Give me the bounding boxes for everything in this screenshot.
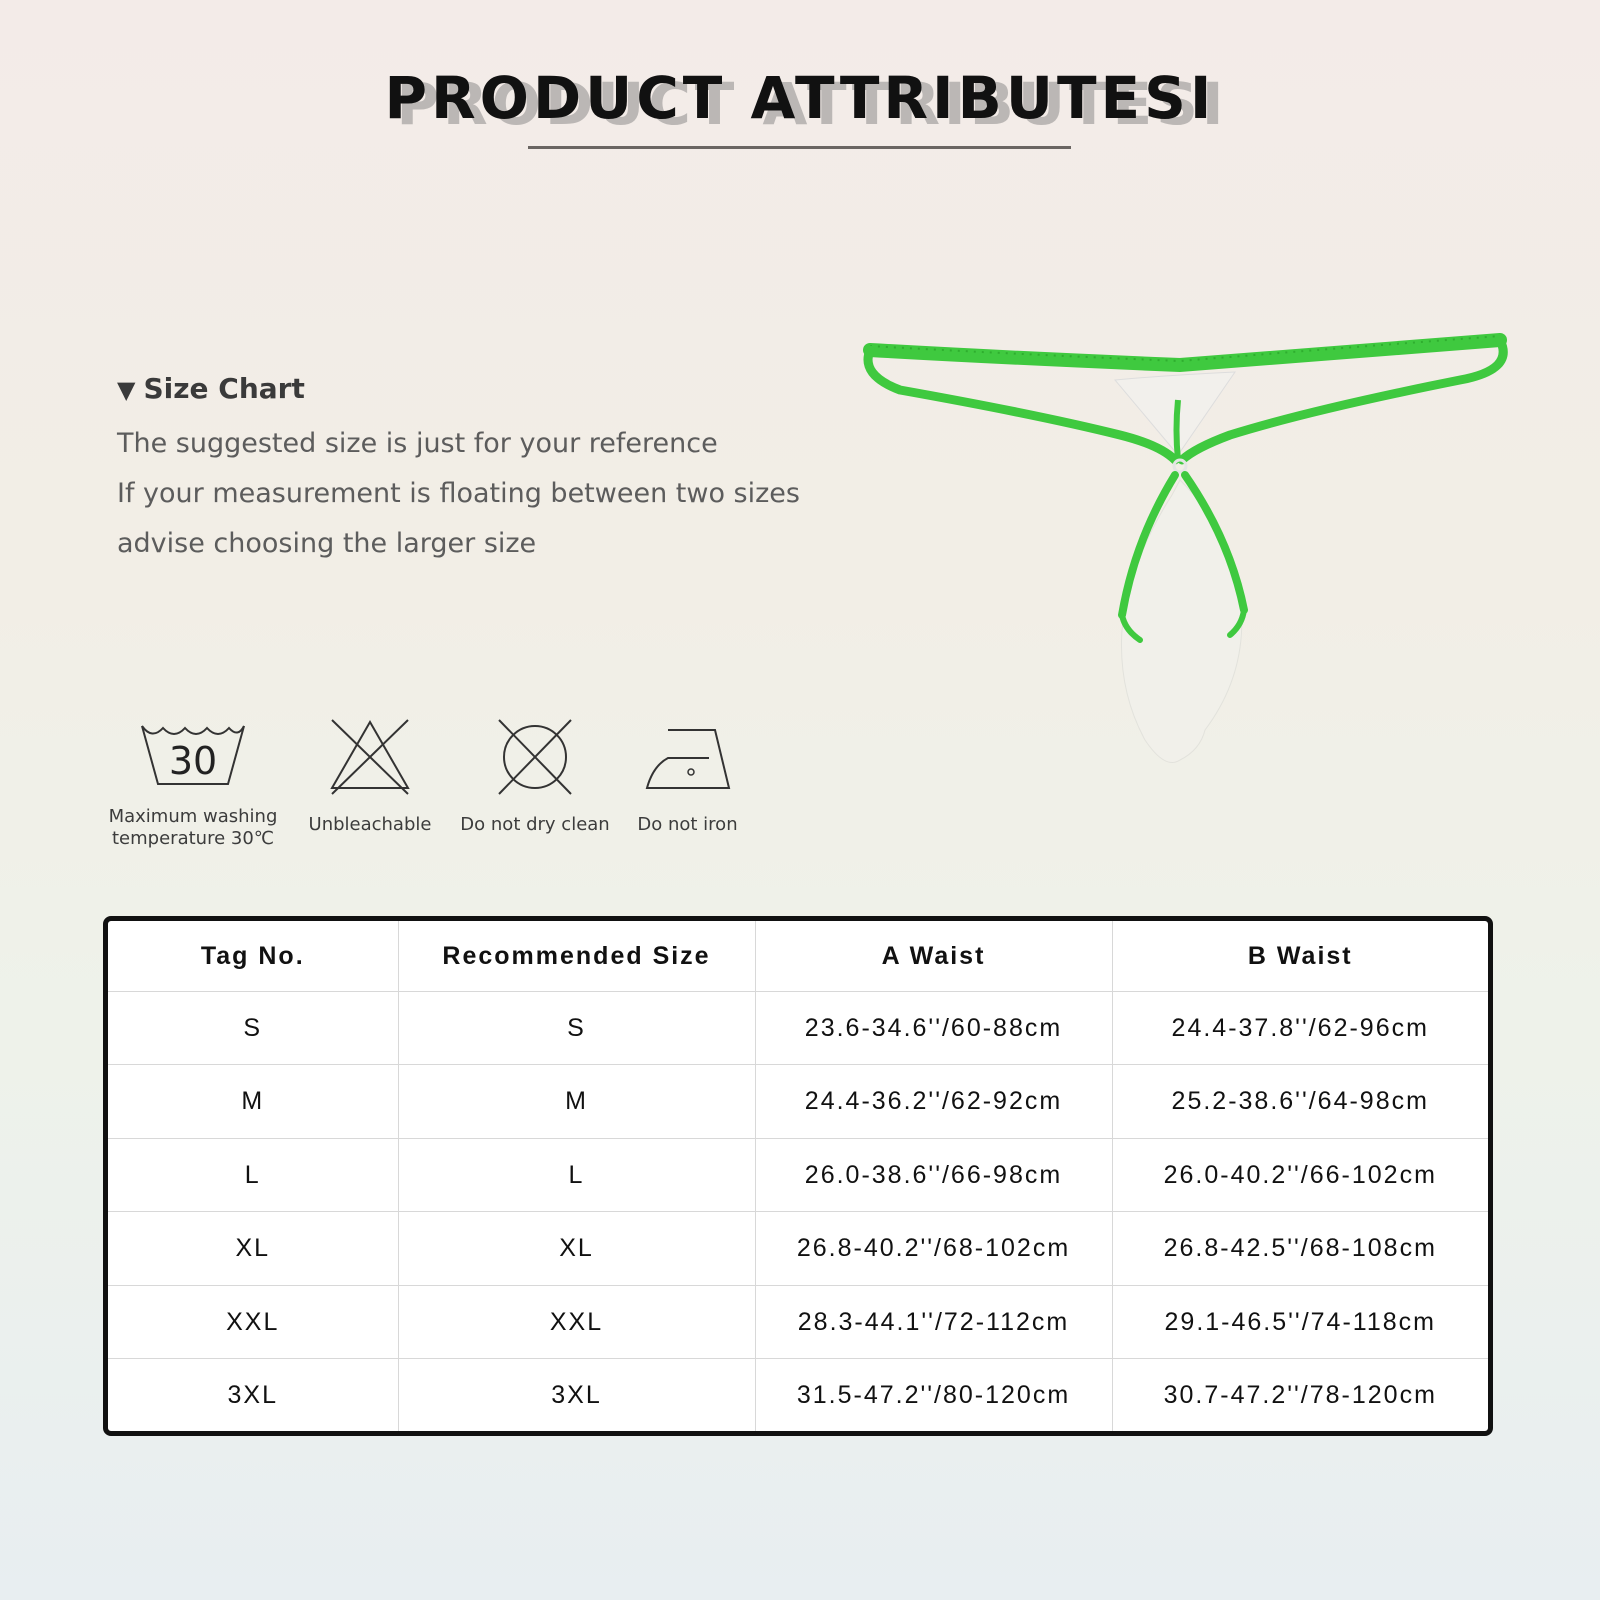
- cell-a-waist: 26.0-38.6''/66-98cm: [755, 1138, 1112, 1211]
- header-tag-no: Tag No.: [108, 921, 398, 992]
- size-chart-heading-text: Size Chart: [143, 372, 305, 405]
- size-chart-heading: [117, 372, 305, 405]
- no-iron-icon: [643, 718, 733, 796]
- cell-tag: M: [108, 1065, 398, 1138]
- care-label-bleach: Unbleachable: [308, 814, 432, 835]
- title-underline: [528, 146, 1071, 149]
- cell-b-waist: 24.4-37.8''/62-96cm: [1112, 992, 1488, 1065]
- cell-tag: XL: [108, 1212, 398, 1285]
- cell-b-waist: 30.7-47.2''/78-120cm: [1163, 1380, 1437, 1409]
- header-a-waist: A Waist: [755, 921, 1112, 992]
- care-item-bleach: [300, 718, 440, 836]
- wash-30-icon: [138, 718, 248, 788]
- title-area: [0, 58, 1600, 138]
- triangle-down-icon: ▼: [117, 376, 136, 404]
- table-row: [108, 1285, 1488, 1358]
- size-table: [103, 916, 1493, 1436]
- header-recommended-size: Recommended Size: [398, 921, 755, 992]
- cell-size: S: [398, 992, 755, 1065]
- cell-tag: 3XL: [108, 1359, 398, 1431]
- cell-tag: L: [108, 1138, 398, 1211]
- cell-tag: XXL: [108, 1285, 398, 1358]
- care-item-wash: [108, 718, 278, 850]
- cell-a-waist: 24.4-36.2''/62-92cm: [755, 1065, 1112, 1138]
- care-label-wash-2: temperature 30℃: [112, 828, 274, 849]
- cell-tag: S: [108, 992, 398, 1065]
- cell-size: L: [398, 1138, 755, 1211]
- product-image: [860, 330, 1530, 780]
- table-row: [108, 1359, 1488, 1431]
- size-note-3: advise choosing the larger size: [117, 528, 537, 559]
- size-note-1: The suggested size is just for your reference: [117, 428, 718, 459]
- care-label-iron: Do not iron: [637, 814, 738, 835]
- table-header-row: [108, 921, 1488, 992]
- care-label-dryclean: Do not dry clean: [460, 814, 610, 835]
- cell-a-waist: 28.3-44.1''/72-112cm: [755, 1285, 1112, 1358]
- cell-b-waist: 29.1-46.5''/74-118cm: [1112, 1285, 1488, 1358]
- cell-size: M: [398, 1065, 755, 1138]
- no-bleach-icon: [328, 718, 412, 796]
- cell-size: XXL: [398, 1285, 755, 1358]
- care-label-wash-1: Maximum washing: [108, 806, 278, 827]
- size-table-grid: [108, 921, 1488, 1431]
- header-b-waist: B Waist: [1112, 921, 1488, 992]
- cell-b-waist: 26.8-42.5''/68-108cm: [1112, 1212, 1488, 1285]
- page-title: PRODUCT ATTRIBUTESI: [384, 64, 1216, 132]
- care-item-iron: [620, 718, 755, 836]
- cell-b-waist: 26.0-40.2''/66-102cm: [1112, 1138, 1488, 1211]
- cell-a-waist: 23.6-34.6''/60-88cm: [755, 992, 1112, 1065]
- table-row: [108, 1212, 1488, 1285]
- table-row: [108, 1065, 1488, 1138]
- cell-size: 3XL: [398, 1359, 755, 1431]
- cell-a-waist: 26.8-40.2''/68-102cm: [755, 1212, 1112, 1285]
- no-dry-clean-icon: [495, 718, 575, 796]
- table-row: [108, 1138, 1488, 1211]
- cell-size: XL: [398, 1212, 755, 1285]
- size-note-2: If your measurement is floating between two sizes: [117, 478, 800, 509]
- wash-temp-text: 30: [168, 739, 218, 783]
- cell-a-waist: 31.5-47.2''/80-120cm: [755, 1359, 1112, 1431]
- care-item-dryclean: [455, 718, 615, 836]
- table-row: [108, 992, 1488, 1065]
- cell-b-waist: 25.2-38.6''/64-98cm: [1112, 1065, 1488, 1138]
